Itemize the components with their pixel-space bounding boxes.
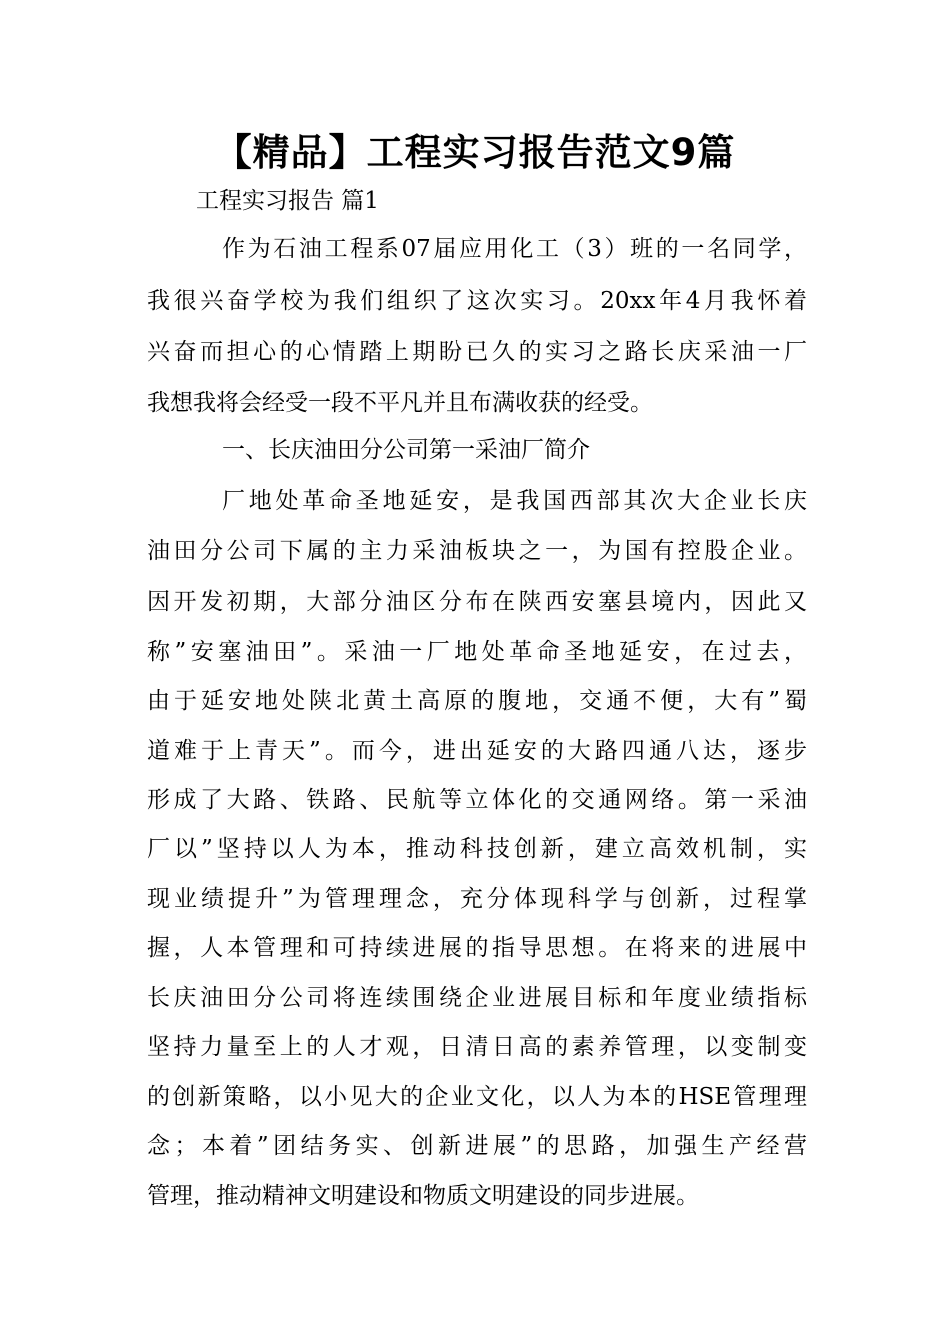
section-heading: 一、长庆油田分公司第一采油厂简介	[222, 437, 590, 463]
paragraph-line: 由于延安地处陕北黄土高原的腹地，交通不便，大有”蜀	[147, 688, 807, 714]
document-title: 【精品】工程实习报告范文9篇	[214, 131, 736, 174]
paragraph-line: 兴奋而担心的心情踏上期盼已久的实习之路长庆采油一厂	[147, 339, 807, 365]
paragraph-line: 形成了大路、铁路、民航等立体化的交通网络。第一采油	[147, 787, 807, 813]
paragraph-line: 握，人本管理和可持续进展的指导思想。在将来的进展中	[147, 935, 807, 961]
paragraph-line: 我很兴奋学校为我们组织了这次实习。20xx年4月我怀着	[147, 288, 807, 314]
paragraph-line: 坚持力量至上的人才观，日清日高的素养管理，以变制变	[147, 1034, 807, 1060]
paragraph-line: 道难于上青天”。而今，进出延安的大路四通八达，逐步	[147, 738, 807, 764]
paragraph-line: 长庆油田分公司将连续围绕企业进展目标和年度业绩指标	[147, 985, 807, 1011]
paragraph-line: 的创新策略，以小见大的企业文化，以人为本的HSE管理理	[147, 1084, 807, 1110]
paragraph-line: 作为石油工程系07届应用化工（3）班的一名同学，	[222, 236, 807, 262]
paragraph-line: 厂地处革命圣地延安，是我国西部其次大企业长庆	[222, 488, 807, 514]
paragraph-line: 念；本着”团结务实、创新进展”的思路，加强生产经营	[147, 1133, 807, 1159]
paragraph-line: 现业绩提升”为管理理念，充分体现科学与创新，过程掌	[147, 886, 807, 912]
paragraph-line: 厂以”坚持以人为本，推动科技创新，建立高效机制，实	[147, 836, 807, 862]
section-label: 工程实习报告 篇1	[196, 188, 379, 214]
paragraph-line: 我想我将会经受一段不平凡并且布满收获的经受。	[147, 390, 653, 416]
paragraph-line: 油田分公司下属的主力采油板块之一，为国有控股企业。	[147, 538, 807, 564]
paragraph-line: 管理，推动精神文明建设和物质文明建设的同步进展。	[147, 1183, 699, 1209]
paragraph-line: 称”安塞油田”。采油一厂地处革命圣地延安，在过去，	[147, 639, 807, 665]
paragraph-line: 因开发初期，大部分油区分布在陕西安塞县境内，因此又	[147, 589, 807, 615]
